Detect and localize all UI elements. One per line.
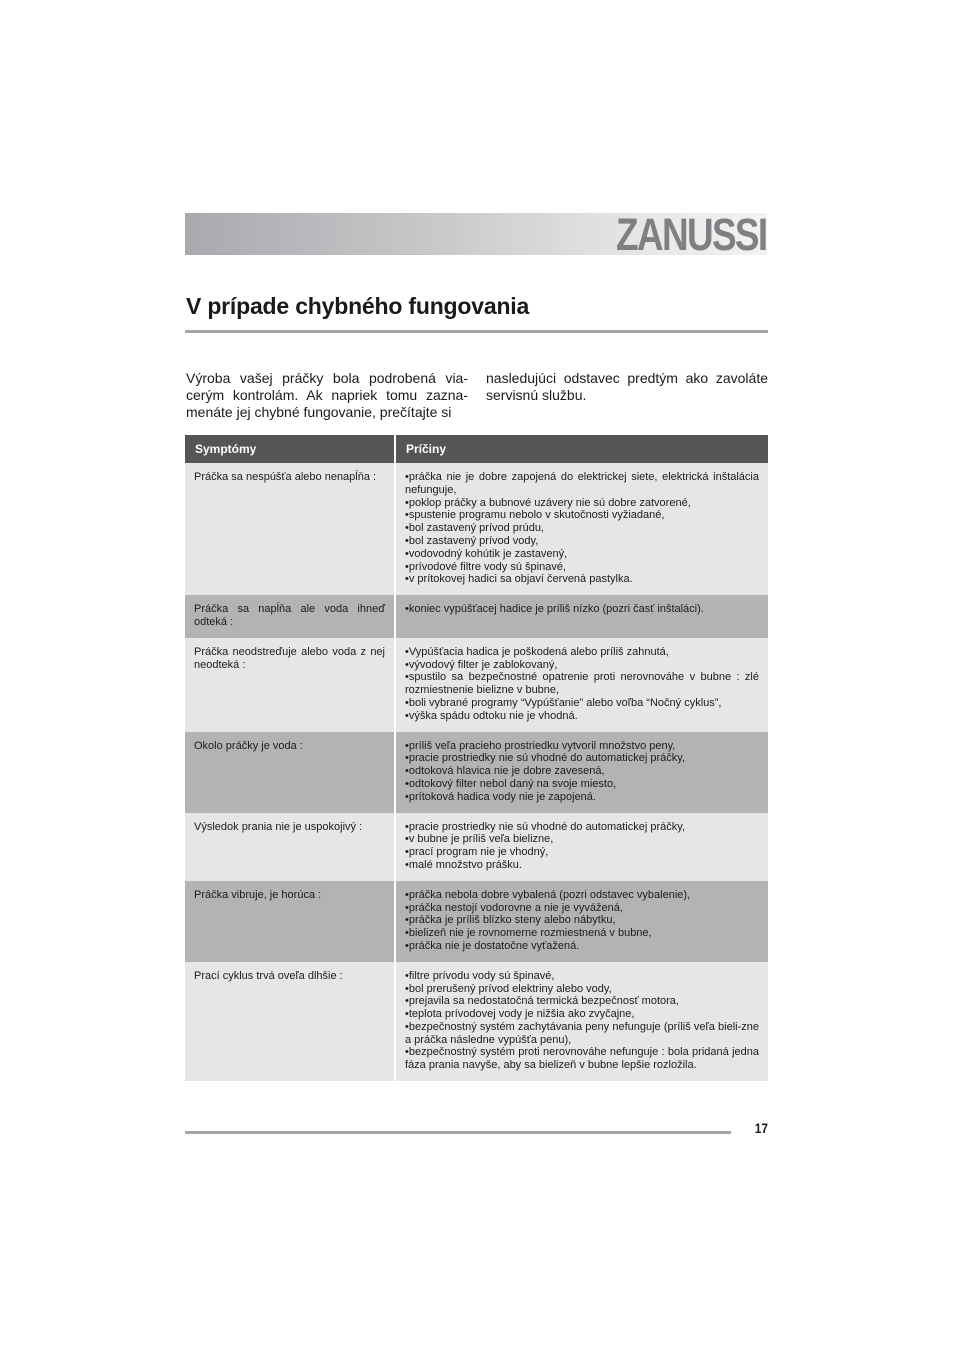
cause-item: •práčka nestojí vodorovne a nie je vyvážená,	[405, 901, 623, 914]
footer-divider	[185, 1131, 731, 1134]
cause-item: •práčka nie je dostatočne vyťažená.	[405, 939, 580, 952]
brand-logo: ZANUSSI	[616, 209, 767, 260]
cause-item: •príliš veľa pracieho prostriedku vytvoril množstvo peny,	[405, 739, 676, 752]
table-header-row	[185, 435, 768, 463]
cause-item: •poklop práčky a bubnové uzávery nie sú dobre zatvorené,	[405, 496, 691, 509]
symptom-cell: Výsledok prania nie je uspokojivý :	[185, 813, 395, 881]
causes-cell	[395, 638, 768, 732]
table-row	[185, 595, 768, 638]
intro-paragraph-right: nasledujúci odstavec predtým ako zavoláte servisnú službu.	[486, 370, 768, 403]
cause-item: •spustilo sa bezpečnostné opatrenie proti nerovnováhe v bubne : zlé rozmiestnenie bielizne v bubne,	[405, 671, 759, 697]
symptom-cell: Práčka vibruje, je horúca :	[185, 881, 395, 962]
cause-item: •odtoková hlavica nie je dobre zavesená,	[405, 765, 605, 778]
cause-item: •malé množstvo prášku.	[405, 858, 522, 871]
table-row	[185, 881, 768, 962]
symptom-cell: Práčka sa nespúšťa alebo nenapĺňa :	[185, 463, 395, 595]
cause-item: •spustenie programu nebolo v skutočnosti vyžiadané,	[405, 509, 665, 522]
header-banner	[185, 209, 767, 260]
table-row	[185, 732, 768, 813]
cause-item: •pracie prostriedky nie sú vhodné do automatickej práčky,	[405, 752, 686, 765]
intro-paragraph-left: Výroba vašej práčky bola podrobená via-cerým kontrolám. Ak napriek tomu zazna-menáte jej chybné fungovanie, prečítajte si	[186, 370, 468, 420]
symptom-cell: Práčka neodstreďuje alebo voda z nej neodteká :	[185, 638, 395, 732]
cause-item: •teplota prívodovej vody je nižšia ako zvyčajne,	[405, 1008, 635, 1021]
cause-item: •vodovodný kohútik je zastavený,	[405, 547, 568, 560]
table-row	[185, 962, 768, 1081]
cause-item: •výška spádu odtoku nie je vhodná.	[405, 709, 578, 722]
causes-cell	[395, 463, 768, 595]
table-row	[185, 813, 768, 881]
cause-item: •Vypúšťacia hadica je poškodená alebo príliš zahnutá,	[405, 645, 669, 658]
cause-item: •boli vybrané programy “Vypúšťanie” alebo voľba “Nočný cyklus”,	[405, 696, 722, 709]
cause-item: •bezpečnostný systém zachytávania peny nefunguje (príliš veľa bieli-zne a práčka následne vypúšťa penu),	[405, 1020, 759, 1046]
cause-item: •odtokový filter nebol daný na svoje miesto,	[405, 777, 617, 790]
title-divider	[185, 330, 768, 333]
causes-cell	[395, 732, 768, 813]
cause-item: •vývodový filter je zablokovaný,	[405, 658, 558, 671]
causes-cell	[395, 813, 768, 881]
cause-item: •práčka nie je dobre zapojená do elektrickej siete, elektrická inštalácia nefunguje,	[405, 471, 759, 496]
cause-item: •bol prerušený prívod elektriny alebo vody,	[405, 982, 612, 995]
cause-item: •bol zastavený prívod prúdu,	[405, 522, 544, 535]
cause-item: •prívodové filtre vody sú špinavé,	[405, 560, 566, 573]
cause-item: •bol zastavený prívod vody,	[405, 534, 539, 547]
causes-cell	[395, 881, 768, 962]
table-row	[185, 638, 768, 732]
causes-cell	[395, 962, 768, 1081]
cause-item: •filtre prívodu vody sú špinavé,	[405, 969, 555, 982]
cause-item: •prejavila sa nedostatočná termická bezpečnosť motora,	[405, 995, 679, 1008]
cause-item: •pracie prostriedky nie sú vhodné do automatickej práčky,	[405, 820, 686, 833]
cause-item: •v prítokovej hadici sa objaví červená pastylka.	[405, 573, 633, 586]
symptom-cell: Prací cyklus trvá oveľa dlhšie :	[185, 962, 395, 1081]
troubleshooting-table	[185, 435, 768, 1081]
cause-item: •bezpečnostný systém proti nerovnováhe nefunguje : bola pridaná jedna fáza prania navyše, aby sa bielizeň v bubne lepšie rozložila.	[405, 1046, 759, 1072]
cause-item: •práčka je príliš blízko steny alebo nábytku,	[405, 914, 616, 927]
page-number: 17	[754, 1120, 768, 1136]
cause-item: •práčka nebola dobre vybalená (pozri odstavec vybalenie),	[405, 888, 691, 901]
table-row	[185, 463, 768, 595]
symptom-cell: Okolo práčky je voda :	[185, 732, 395, 813]
column-header-symptoms: Symptómy	[185, 435, 395, 463]
cause-item: •bielizeň nie je rovnomerne rozmiestnená v bubne,	[405, 927, 652, 940]
column-header-causes: Príčiny	[395, 435, 768, 463]
cause-item: •prací program nie je vhodný,	[405, 846, 549, 859]
causes-cell	[395, 595, 768, 638]
cause-item: •prítoková hadica vody nie je zapojená.	[405, 790, 596, 803]
cause-item: •koniec vypúšťacej hadice je príliš nízko (pozri časť inštaláci).	[405, 603, 704, 616]
symptom-cell: Práčka sa napĺňa ale voda ihneď odteká :	[185, 595, 395, 638]
cause-item: •v bubne je príliš veľa bielizne,	[405, 833, 554, 846]
page-title: V prípade chybného fungovania	[186, 293, 530, 319]
